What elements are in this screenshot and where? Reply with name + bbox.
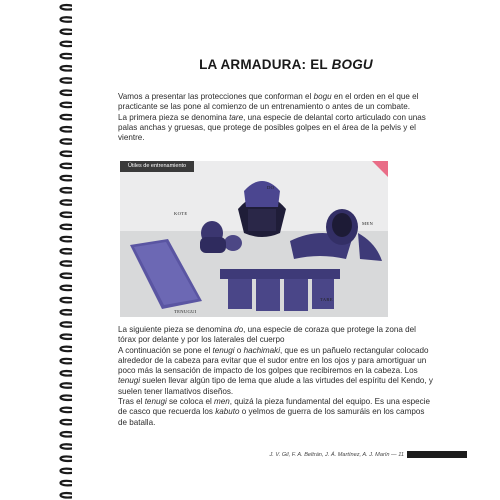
equipment-illustration	[120, 161, 388, 317]
label-tenugui: TENUGUI	[174, 309, 197, 314]
label-do: DO	[267, 185, 275, 190]
intro-paragraph: La primera pieza se denomina tare, una especie de delantal corto articulado con unas palas anchas y gruesas, que protege de posibles golpes en el área de la pelvis y el vientre.	[118, 112, 426, 143]
figure-tag: Útiles de entrenamiento	[120, 161, 194, 172]
title-italic: BOGU	[331, 57, 373, 72]
page-footer: J. V. Gil, F. A. Beltrán, J. Á. Martínez, A. J. Marín — 11	[269, 452, 404, 458]
body-paragraph: A continuación se pone el tenugi o hachimaki, que es un pañuelo rectangular colocado alrededor de la cabeza para evitar que el sudor entre en los ojos y para amortiguar un poco más la sensación de impacto de los golpes que recibiremos en la cabeza. Los tenugi suelen llevar algún tipo de lema que alude a las virtudes del espíritu del Kendo, y suelen tener llamativos diseños.	[118, 345, 433, 396]
body-text	[118, 325, 434, 428]
title-main: LA ARMADURA: EL	[199, 57, 328, 72]
page-number: 11	[398, 452, 404, 458]
intro-paragraph: Vamos a presentar las protecciones que conforman el bogu en el orden en el que el practicante se las pone al comienzo de un entrenamiento o antes de un combate.	[118, 92, 419, 112]
body-paragraph: Tras el tenugi se coloca el men, quizá la pieza fundamental del equipo. Es una especie de casco que recuerda los kabuto o yelmos de guerra de los samuráis en los campos de batalla.	[118, 397, 430, 427]
page-title	[72, 57, 500, 72]
body-paragraph: La siguiente pieza se denomina do, una especie de coraza que protege la zona del tórax por delante y por los laterales del cuerpo	[118, 325, 416, 345]
label-tare: TARE	[320, 297, 333, 302]
footer-authors: J. V. Gil, F. A. Beltrán, J. Á. Martínez, A. J. Marín	[269, 452, 390, 458]
footer-bar	[407, 451, 467, 458]
tare-waist-armor	[220, 269, 340, 311]
book-page	[72, 0, 500, 500]
label-kote: KOTE	[174, 211, 188, 216]
equipment-photo	[120, 161, 388, 317]
label-men: MEN	[362, 221, 374, 226]
intro-text	[118, 92, 434, 143]
page-corner-accent	[372, 161, 388, 177]
